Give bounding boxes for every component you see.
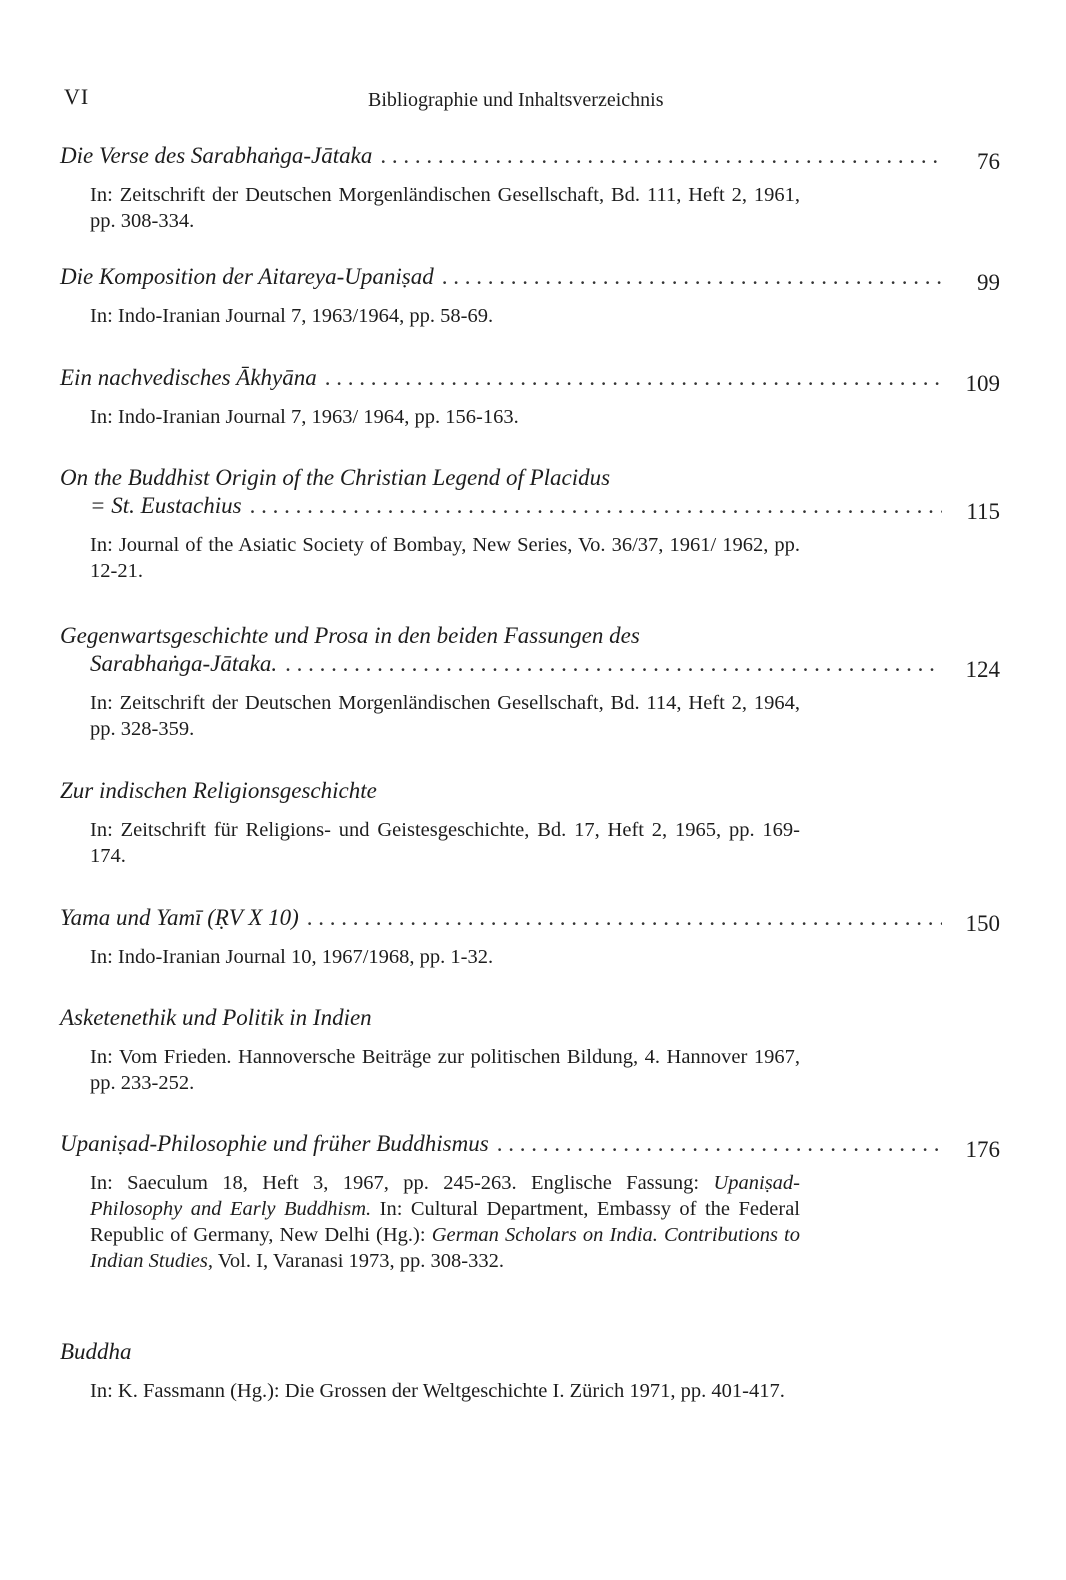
bibliography-entry xyxy=(60,904,1000,970)
entry-title: Yama und Yamī (ṚV X 10) xyxy=(60,905,299,930)
entry-source: In: Indo-Iranian Journal 7, 1963/ 1964, pp. 156-163. xyxy=(90,406,519,428)
entry-title: Buddha xyxy=(60,1339,132,1364)
running-title: Bibliographie und Inhaltsverzeichnis xyxy=(368,89,664,111)
bibliography-entry xyxy=(60,1004,1000,1096)
entry-title-continuation: = St. Eustachius xyxy=(90,493,242,518)
entry-source: In: Vom Frieden. Hannoversche Beiträge zur politischen Bildung, 4. Hannover 1967, pp. 233-252. xyxy=(90,1046,800,1094)
entry-title: Gegenwartsgeschichte und Prosa in den beiden Fassungen des xyxy=(60,623,640,648)
entry-page-number: 99 xyxy=(977,270,1000,295)
entry-title-line xyxy=(60,1338,1000,1366)
bibliography-entry xyxy=(60,777,1000,869)
bibliography-entry xyxy=(60,1338,1000,1404)
entry-title-line xyxy=(60,1130,1000,1162)
entry-title-line xyxy=(60,263,1000,295)
entry-source: In: Journal of the Asiatic Society of Bombay, New Series, Vo. 36/37, 1961/ 1962, pp. 12-21. xyxy=(90,534,800,582)
bibliography-entry xyxy=(60,1130,1000,1274)
entry-page-number: 124 xyxy=(965,657,1000,682)
entry-title: Upaniṣad-Philosophie und früher Buddhismus xyxy=(60,1131,489,1156)
bibliography-entry xyxy=(60,142,1000,234)
entry-page-number: 109 xyxy=(965,371,1000,396)
dot-leader xyxy=(285,650,942,678)
bibliography-entry xyxy=(60,622,1000,742)
entry-title: Ein nachvedisches Ākhyāna xyxy=(60,365,317,390)
entry-title-line xyxy=(60,464,1000,492)
entry-page-number: 115 xyxy=(966,499,1000,524)
entry-source: In: Indo-Iranian Journal 10, 1967/1968, pp. 1-32. xyxy=(90,946,494,968)
entry-source-text: In: Saeculum 18, Heft 3, 1967, pp. 245-263. Englische Fassung: xyxy=(90,1172,714,1194)
page-number: VI xyxy=(64,84,90,109)
entry-source-italic: German Scholars on India. Contributions to Indian Studies, xyxy=(90,1224,800,1272)
entry-source xyxy=(90,1170,800,1274)
entry-title: Zur indischen Religionsgeschichte xyxy=(60,778,377,803)
entry-title: Die Komposition der Aitareya-Upaniṣad xyxy=(60,264,434,289)
bibliography-entry xyxy=(60,364,1000,430)
entry-source-text: Vol. I, Varanasi 1973, pp. 308-332. xyxy=(213,1250,504,1272)
entry-source: In: Zeitschrift der Deutschen Morgenländischen Gesellschaft, Bd. 111, Heft 2, 1961, pp. 308-334. xyxy=(90,184,800,232)
dot-leader xyxy=(497,1130,942,1158)
entry-title-line xyxy=(60,492,1000,524)
entry-title-line xyxy=(60,622,1000,650)
dot-leader xyxy=(250,492,942,520)
entry-source-italic: Upaniṣad-Philosophy and Early Buddhism. xyxy=(90,1172,800,1220)
dot-leader xyxy=(307,904,942,932)
entry-title: On the Buddhist Origin of the Christian Legend of Placidus xyxy=(60,465,611,490)
entry-title: Asketenethik und Politik in Indien xyxy=(60,1005,372,1030)
entry-source-text: In: Cultural Department, Embassy of the Federal Republic of Germany, New Delhi (Hg.): xyxy=(90,1198,800,1246)
dot-leader xyxy=(442,263,942,291)
entry-page-number: 176 xyxy=(965,1137,1000,1162)
bibliography-entry xyxy=(60,263,1000,329)
entry-source: In: Indo-Iranian Journal 7, 1963/1964, pp. 58-69. xyxy=(90,305,494,327)
entry-title-line xyxy=(60,1004,1000,1032)
entry-page-number: 76 xyxy=(977,149,1000,174)
entry-source: In: Zeitschrift der Deutschen Morgenländischen Gesellschaft, Bd. 114, Heft 2, 1964, pp. 328-359. xyxy=(90,692,800,740)
entry-title: Die Verse des Sarabhaṅga-Jātaka xyxy=(60,143,373,168)
entry-title-line xyxy=(60,142,1000,174)
entry-title-line xyxy=(60,777,1000,805)
bibliography-entry xyxy=(60,464,1000,584)
entry-source: In: Zeitschrift für Religions- und Geistesgeschichte, Bd. 17, Heft 2, 1965, pp. 169-174. xyxy=(90,819,800,867)
dot-leader xyxy=(380,142,942,170)
entry-title-continuation: Sarabhaṅga-Jātaka. xyxy=(90,651,278,676)
entry-page-number: 150 xyxy=(965,911,1000,936)
entry-title-line xyxy=(60,904,1000,936)
entry-source: In: K. Fassmann (Hg.): Die Grossen der Weltgeschichte I. Zürich 1971, pp. 401-417. xyxy=(90,1380,785,1402)
entry-title-line xyxy=(60,364,1000,396)
dot-leader xyxy=(325,364,942,392)
entry-title-line xyxy=(60,650,1000,682)
